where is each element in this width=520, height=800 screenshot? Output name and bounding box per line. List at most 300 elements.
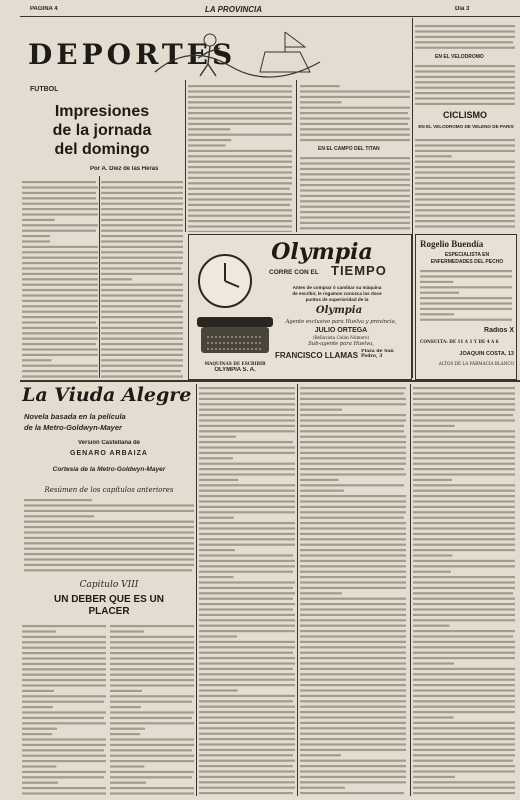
text-line <box>22 278 98 280</box>
text-line <box>199 500 295 502</box>
sports-illustration <box>150 22 330 84</box>
text-line <box>101 203 183 205</box>
maker-line-1: MAQUINAS DE ESCRIBIR <box>204 361 266 366</box>
summary-text <box>24 496 194 572</box>
text-line <box>300 538 406 540</box>
text-line <box>199 754 293 756</box>
text-line <box>188 193 292 195</box>
text-line <box>188 139 231 141</box>
text-line <box>300 506 406 508</box>
text-line <box>199 684 295 686</box>
text-line <box>300 452 406 454</box>
text-line <box>300 684 406 686</box>
text-line <box>22 776 104 778</box>
byline: Por A. Diez de las Heras <box>90 166 159 172</box>
olympia-slogan-2: TIEMPO <box>331 263 387 278</box>
text-line <box>24 564 194 566</box>
text-line <box>22 332 98 334</box>
text-line <box>413 571 451 573</box>
doctor-hours: CONSULTA: DE 11 A 1 Y DE 4 A 6 <box>420 339 499 344</box>
text-line <box>413 538 515 540</box>
text-line <box>22 625 106 627</box>
doctor-specialty-1: ESPECIALISTA EN <box>444 252 490 258</box>
doctor-name: Rogelio Buendía <box>420 239 484 249</box>
text-line <box>413 625 449 627</box>
text-line <box>110 744 194 746</box>
text-line <box>110 663 194 665</box>
text-line <box>188 123 292 125</box>
text-line <box>199 565 295 567</box>
text-line <box>22 300 98 302</box>
text-line <box>101 316 183 318</box>
text-line <box>199 776 295 778</box>
text-line <box>413 700 515 702</box>
text-line <box>300 711 406 713</box>
text-line <box>300 189 410 191</box>
text-line <box>101 365 183 367</box>
text-line <box>413 392 515 394</box>
text-line <box>300 457 406 459</box>
text-lines <box>110 622 194 796</box>
text-line <box>420 275 512 277</box>
text-line <box>199 452 295 454</box>
text-line <box>199 689 238 691</box>
text-line <box>101 240 183 242</box>
text-line <box>199 749 295 751</box>
text-line <box>22 755 106 757</box>
text-line <box>199 673 295 675</box>
text-line <box>413 770 515 772</box>
text-line <box>101 284 183 286</box>
date-label: Dia 3 <box>455 6 470 12</box>
text-line <box>22 343 96 345</box>
novel-text-col-1 <box>22 622 106 796</box>
text-line <box>22 267 98 269</box>
text-line <box>22 235 50 237</box>
text-line <box>199 457 233 459</box>
text-line <box>22 701 104 703</box>
text-line <box>188 204 290 206</box>
text-line <box>199 603 295 605</box>
text-line <box>413 668 515 670</box>
text-line <box>300 179 410 181</box>
text-line <box>413 511 515 513</box>
text-line <box>22 251 98 253</box>
text-line <box>22 749 104 751</box>
text-line <box>22 230 96 232</box>
text-line <box>110 701 192 703</box>
text-line <box>22 782 58 784</box>
doctor-address: JOAQUIN COSTA, 13 <box>459 351 514 357</box>
text-line <box>22 711 106 713</box>
novel-text-col-2 <box>110 622 194 796</box>
text-line <box>300 592 342 594</box>
text-line <box>300 511 406 513</box>
text-line <box>300 173 410 175</box>
text-line <box>101 300 183 302</box>
text-line <box>199 727 295 729</box>
text-line <box>300 608 406 610</box>
text-line <box>22 203 98 205</box>
text-line <box>22 657 106 659</box>
text-line <box>300 749 406 751</box>
text-line <box>199 733 295 735</box>
text-line <box>24 553 194 555</box>
text-line <box>101 192 183 194</box>
text-line <box>413 679 515 681</box>
olympia-brand: Olympia <box>271 239 373 265</box>
text-line <box>199 695 295 697</box>
text-line <box>199 668 293 670</box>
text-line <box>110 684 194 686</box>
text-line <box>413 446 515 448</box>
text-line <box>415 171 515 173</box>
text-line <box>199 490 295 492</box>
doctor-bio-text <box>420 267 512 323</box>
text-line <box>188 134 292 136</box>
text-line <box>300 527 406 529</box>
text-line <box>415 65 515 67</box>
text-line <box>300 657 406 659</box>
text-line <box>22 305 98 307</box>
text-line <box>199 468 295 470</box>
doctor-specialty-2: ENFERMEDADES DEL PECHO <box>430 259 504 265</box>
text-line <box>415 215 515 217</box>
text-line <box>413 603 515 605</box>
text-line <box>199 581 295 583</box>
text-line <box>199 576 233 578</box>
text-line <box>24 504 194 506</box>
masthead-rule <box>20 16 520 17</box>
text-line <box>188 107 292 109</box>
text-line <box>22 257 98 259</box>
text-line <box>300 722 406 724</box>
text-line <box>22 273 98 275</box>
text-line <box>110 749 192 751</box>
text-line <box>413 463 515 465</box>
text-line <box>101 343 183 345</box>
text-line <box>413 565 515 567</box>
text-line <box>420 286 512 288</box>
text-line <box>101 278 132 280</box>
text-line <box>101 197 183 199</box>
text-line <box>300 576 406 578</box>
text-line <box>22 197 96 199</box>
text-line <box>101 359 183 361</box>
ciclismo-kicker: EN EL VELODROMO DE VELENO DE PARIS <box>418 124 514 129</box>
text-line <box>199 598 293 600</box>
text-line <box>415 139 515 141</box>
text-line <box>199 787 295 789</box>
text-line <box>22 641 106 643</box>
text-line <box>415 209 515 211</box>
text-line <box>199 706 295 708</box>
text-line <box>110 738 194 740</box>
novel-text-col-5 <box>413 384 515 796</box>
rogelio-ad <box>415 234 517 380</box>
text-line <box>413 646 515 648</box>
text-line <box>300 679 406 681</box>
text-line <box>413 754 515 756</box>
text-line <box>300 652 406 654</box>
text-line <box>300 419 406 421</box>
text-line <box>300 554 406 556</box>
text-line <box>300 646 406 648</box>
text-line <box>300 139 410 141</box>
text-line <box>24 548 194 550</box>
text-line <box>300 598 406 600</box>
text-line <box>110 728 145 730</box>
headline-line-1: Impresiones <box>54 103 150 120</box>
subagent-address: Plaza de San Pedro, 3 <box>361 349 394 359</box>
text-line <box>22 733 52 735</box>
paper-name: LA PROVINCIA <box>205 5 263 14</box>
text-line <box>413 673 515 675</box>
text-line <box>300 436 406 438</box>
text-line <box>199 403 295 405</box>
text-line <box>22 338 98 340</box>
text-line <box>300 430 404 432</box>
headline-line-3: del domingo <box>54 141 150 158</box>
text-line <box>199 630 295 632</box>
text-line <box>199 560 295 562</box>
text-line <box>415 225 515 227</box>
text-line <box>188 144 226 146</box>
text-lines <box>188 82 292 232</box>
text-line <box>188 128 230 130</box>
text-line <box>22 630 56 632</box>
text-line <box>300 473 406 475</box>
text-line <box>199 770 295 772</box>
text-lines <box>24 496 194 572</box>
text-line <box>413 473 515 475</box>
text-line <box>22 668 106 670</box>
text-line <box>22 717 104 719</box>
text-line <box>415 177 515 179</box>
text-line <box>300 195 410 197</box>
text-line <box>101 311 183 313</box>
summary-head: Resúmen de los capítulos anteriores <box>44 486 174 494</box>
text-line <box>300 776 406 778</box>
text-line <box>413 662 454 664</box>
text-line <box>22 728 57 730</box>
text-line <box>199 506 295 508</box>
text-line <box>22 792 106 794</box>
text-line <box>415 161 515 163</box>
olympia-ad <box>188 234 412 380</box>
text-line <box>413 657 515 659</box>
text-line <box>199 662 295 664</box>
text-line <box>420 302 512 304</box>
text-line <box>24 499 92 501</box>
text-line <box>22 246 98 248</box>
text-line <box>110 776 192 778</box>
text-line <box>300 544 406 546</box>
text-line <box>22 354 98 356</box>
text-line <box>22 365 98 367</box>
text-line <box>413 403 515 405</box>
column-text-5 <box>300 154 410 232</box>
text-line <box>24 531 194 533</box>
column-text-3 <box>188 82 292 232</box>
novel-text-col-4 <box>300 384 406 796</box>
text-line <box>22 213 98 215</box>
text-line <box>101 370 181 372</box>
text-line <box>188 231 292 232</box>
text-line <box>22 359 52 361</box>
headline-line-2: de la jornada <box>52 122 152 139</box>
text-line <box>199 625 295 627</box>
text-line <box>300 641 406 643</box>
text-line <box>22 674 106 676</box>
version-label: Versión Castellana de <box>77 440 141 446</box>
text-line <box>300 403 406 405</box>
subagent-name: FRANCISCO LLAMAS <box>275 351 359 360</box>
text-line <box>199 511 295 513</box>
section-futbol: FUTBOL <box>30 86 59 93</box>
text-line <box>300 781 406 783</box>
text-line <box>300 706 406 708</box>
text-line <box>413 652 515 654</box>
text-line <box>300 587 406 589</box>
text-line <box>413 425 455 427</box>
text-line <box>413 776 455 778</box>
text-line <box>300 533 406 535</box>
text-line <box>415 166 515 168</box>
text-line <box>22 663 106 665</box>
text-line <box>22 224 98 226</box>
novel-subtitle-1: Novela basada en la película <box>24 412 126 421</box>
text-line <box>300 157 410 159</box>
text-line <box>22 722 106 724</box>
text-line <box>24 526 194 528</box>
text-line <box>415 92 515 94</box>
olympia-brand-small: Olympia <box>315 305 363 316</box>
doctor-services: Radios X <box>484 327 514 334</box>
text-line <box>300 216 410 218</box>
text-line <box>199 392 295 394</box>
text-line <box>413 549 515 551</box>
doctor-address-note: ALTOS DE LA FARMACIA BLANCO <box>438 361 514 366</box>
text-line <box>300 468 404 470</box>
text-line <box>24 510 194 512</box>
text-line <box>110 641 194 643</box>
text-line <box>22 186 98 188</box>
text-line <box>22 684 106 686</box>
text-line <box>300 463 406 465</box>
text-line <box>22 370 98 372</box>
text-line <box>415 47 515 49</box>
text-line <box>188 220 292 222</box>
text-line <box>101 332 183 334</box>
en-campo-title: EN EL CAMPO DEL TITAN <box>318 146 380 152</box>
text-line <box>420 270 512 272</box>
text-line <box>188 225 292 227</box>
text-lines <box>300 154 410 232</box>
text-line <box>413 500 515 502</box>
text-line <box>24 521 194 523</box>
text-line <box>413 533 515 535</box>
text-line <box>101 251 183 253</box>
text-line <box>413 738 515 740</box>
text-line <box>101 289 183 291</box>
text-line <box>300 484 404 486</box>
text-line <box>188 198 292 200</box>
text-line <box>101 375 183 377</box>
text-line <box>199 711 295 713</box>
text-line <box>413 684 515 686</box>
text-line <box>101 186 183 188</box>
text-line <box>110 717 192 719</box>
text-line <box>300 792 404 794</box>
text-line <box>101 257 183 259</box>
text-line <box>110 674 194 676</box>
text-line <box>199 765 293 767</box>
novel-text-col-3 <box>199 384 295 796</box>
text-line <box>101 246 183 248</box>
text-line <box>199 414 295 416</box>
text-line <box>22 744 106 746</box>
text-line <box>188 171 292 173</box>
column-text-1 <box>22 178 98 378</box>
text-lines <box>420 267 512 323</box>
text-line <box>300 522 406 524</box>
text-line <box>300 495 406 497</box>
text-line <box>413 430 515 432</box>
text-line <box>110 722 194 724</box>
text-line <box>199 409 295 411</box>
text-line <box>188 177 292 179</box>
text-line <box>300 184 410 186</box>
text-line <box>420 297 512 299</box>
text-line <box>300 625 406 627</box>
clock-icon <box>193 251 259 311</box>
text-line <box>199 646 295 648</box>
text-line <box>199 781 295 783</box>
courtesy-line: Cortesía de la Metro-Goldwyn-Mayer <box>52 466 166 473</box>
text-line <box>188 150 292 152</box>
chapter-label: Capitulo VIII <box>79 580 139 590</box>
text-line <box>199 592 295 594</box>
text-line <box>415 188 515 190</box>
text-line <box>300 101 342 103</box>
text-line <box>188 155 292 157</box>
text-line <box>101 354 183 356</box>
section-divider <box>20 380 520 382</box>
text-line <box>22 647 106 649</box>
novel-subtitle-2: de la Metro-Goldwyn-Mayer <box>24 423 122 432</box>
olympia-slogan-1: CORRE CON EL <box>269 269 319 276</box>
text-line <box>415 70 515 72</box>
text-line <box>300 123 408 125</box>
text-line <box>300 635 406 637</box>
text-line <box>300 668 406 670</box>
olympia-line-1: Antes de comprar ó cambiar su máquina <box>292 285 382 290</box>
text-line <box>110 711 194 713</box>
text-line <box>188 85 292 87</box>
text-line <box>413 765 515 767</box>
text-line <box>110 625 194 627</box>
column-text-6 <box>415 22 515 52</box>
text-line <box>300 96 410 98</box>
text-line <box>300 581 406 583</box>
text-line <box>300 387 406 389</box>
text-line <box>199 679 295 681</box>
text-line <box>300 716 406 718</box>
text-line <box>110 782 146 784</box>
text-line <box>415 182 515 184</box>
text-line <box>22 262 98 264</box>
